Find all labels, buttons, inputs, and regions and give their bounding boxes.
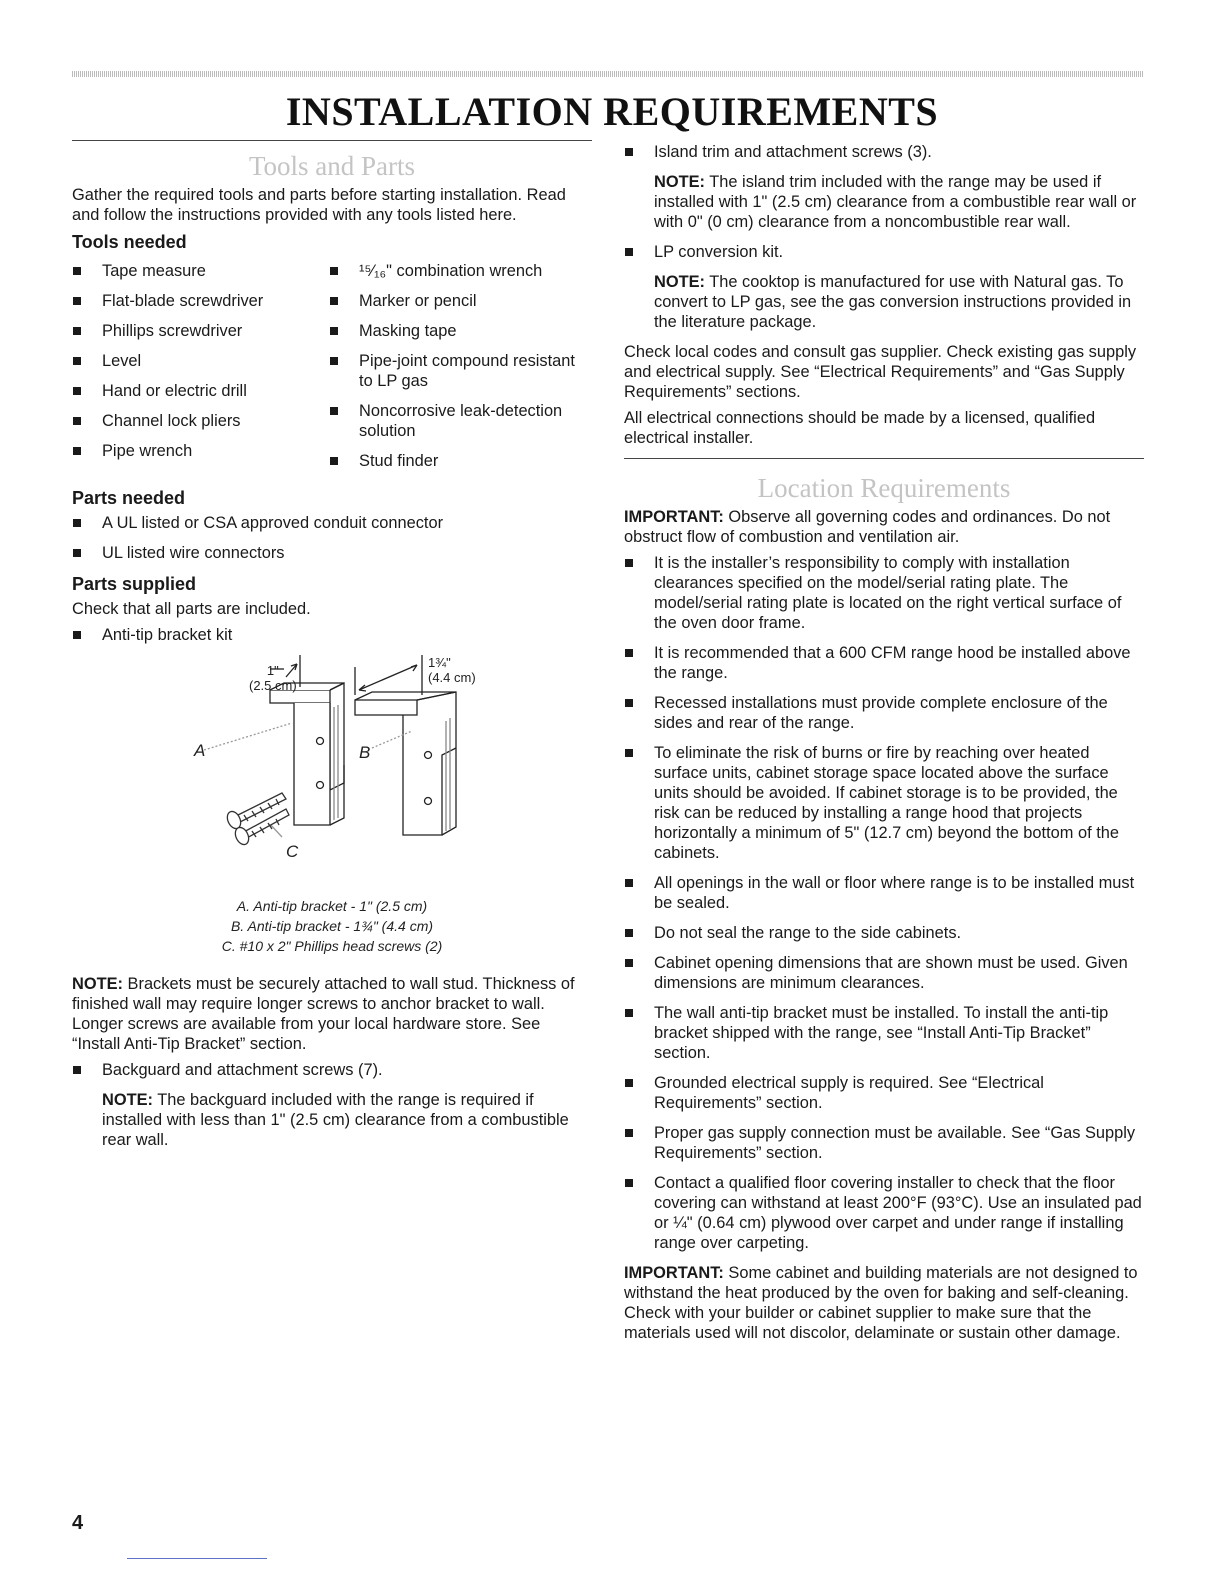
list-item: Recessed installations must provide complete enclosure of the sides and rear of the range. <box>624 693 1144 733</box>
list-item: Masking tape <box>329 321 592 341</box>
list-item: Flat-blade screwdriver <box>72 291 329 311</box>
electrical-note: All electrical connections should be made by a licensed, qualified electrical installer. <box>624 409 1096 447</box>
check-codes: Check local codes and consult gas supplier. Check existing gas supply and electrical supply. See “Electrical Requirements” and “Gas Supply Requirements” sections. <box>624 343 1137 401</box>
bracket-illustration <box>72 655 592 890</box>
list-item: It is the installer’s responsibility to comply with installation clearances specified on the model/serial rating plate. The model/serial rating plate is located on the right vertical surface of the oven door frame. <box>624 553 1144 633</box>
caption-b: B. Anti-tip bracket - 1¾" (4.4 cm) <box>230 918 434 934</box>
tools-intro: Gather the required tools and parts before starting installation. Read and follow the instructions provided with any tools listed here. <box>72 186 566 224</box>
location-list <box>624 553 1144 1253</box>
page-number: 4 <box>72 1512 84 1534</box>
list-item: Stud finder <box>329 451 592 471</box>
dim-b-label: 1¾" (4.4 cm) <box>428 655 476 685</box>
backguard-note: NOTE: The backguard included with the range is required if installed with less than 1" (2.5 cm) clearance from a combustible rear wall. <box>102 1091 569 1149</box>
section-rule <box>72 140 592 141</box>
list-item: The wall anti-tip bracket must be installed. To install the anti-tip bracket shipped with the range, see “Install Anti-Tip Bracket” section. <box>624 1003 1144 1063</box>
lp-list <box>624 242 1144 262</box>
page-title: INSTALLATION REQUIREMENTS <box>285 89 939 134</box>
parts-needed-heading: Parts needed <box>72 488 186 508</box>
label-c: C <box>286 842 299 861</box>
list-item: Pipe-joint compound resistant to LP gas <box>329 351 592 391</box>
list-item: Contact a qualified floor covering installer to check that the floor covering can withstand at least 200°F (93°C). Use an insulated pad or ¼" (0.64 cm) plywood over carpet and under range if installing range over carpeting. <box>624 1173 1144 1253</box>
parts-supplied-list <box>72 625 592 645</box>
list-item: All openings in the wall or floor where range is to be installed must be sealed. <box>624 873 1144 913</box>
caption-c: C. #10 x 2" Phillips head screws (2) <box>221 938 443 954</box>
list-item: To eliminate the risk of burns or fire by reaching over heated surface units, cabinet storage space located above the surface units should be avoided. If cabinet storage is to be provided, the risk can be reduced by installing a range hood that projects horizontally a minimum of 5" (12.7 cm) beyond the bottom of the cabinets. <box>624 743 1144 863</box>
list-item: Proper gas supply connection must be available. See “Gas Supply Requirements” section. <box>624 1123 1144 1163</box>
list-item: ¹⁵⁄₁₆" combination wrench <box>329 261 592 281</box>
label-a: A <box>194 741 206 760</box>
lp-note: NOTE: The cooktop is manufactured for use with Natural gas. To convert to LP gas, see the gas conversion instructions provided in the literature package. <box>654 273 1132 331</box>
section-rule <box>624 458 1144 459</box>
figure-captions <box>72 896 592 956</box>
list-item: Pipe wrench <box>72 441 329 461</box>
tools-grid <box>72 261 592 481</box>
left-column <box>72 140 592 1160</box>
list-item: Do not seal the range to the side cabinets. <box>624 923 1144 943</box>
list-item: UL listed wire connectors <box>72 543 592 563</box>
dim-a-label: 1" (2.5 cm) <box>249 663 297 693</box>
list-item: Backguard and attachment screws (7). <box>72 1060 592 1080</box>
island-note: NOTE: The island trim included with the range may be used if installed with 1" (2.5 cm) clearance from a combustible rear wall or with 0" (0 cm) clearance from a noncombustible rear wall. <box>654 173 1137 231</box>
tools-and-parts-heading: Tools and Parts <box>248 151 416 181</box>
tools-list-col1 <box>72 261 329 481</box>
parts-needed-list <box>72 513 592 563</box>
list-item: It is recommended that a 600 CFM range hood be installed above the range. <box>624 643 1144 683</box>
backguard-list <box>72 1060 592 1080</box>
label-b: B <box>359 743 371 762</box>
list-item: Marker or pencil <box>329 291 592 311</box>
list-item: Grounded electrical supply is required. See “Electrical Requirements” section. <box>624 1073 1144 1113</box>
list-item: Level <box>72 351 329 371</box>
list-item: Anti-tip bracket kit <box>72 625 592 645</box>
important-observe: IMPORTANT: Observe all governing codes and ordinances. Do not obstruct flow of combustion and ventilation air. <box>624 508 1111 546</box>
list-item: Phillips screwdriver <box>72 321 329 341</box>
footer-rule <box>127 1558 267 1559</box>
right-column <box>624 142 1144 1349</box>
list-item: A UL listed or CSA approved conduit connector <box>72 513 592 533</box>
tools-list-col2 <box>329 261 592 481</box>
parts-supplied-heading: Parts supplied <box>72 574 197 594</box>
bracket-note: NOTE: Brackets must be securely attached to wall stud. Thickness of finished wall may require longer screws to anchor bracket to wall. Longer screws are available from your local hardware store. See “Install Anti-Tip Bracket” section. <box>72 975 575 1053</box>
location-heading: Location Requirements <box>757 473 1011 503</box>
list-item: Island trim and attachment screws (3). <box>624 142 1144 162</box>
list-item: Hand or electric drill <box>72 381 329 401</box>
important-materials: IMPORTANT: Some cabinet and building materials are not designed to withstand the heat produced by the oven for baking and self-cleaning. Check with your builder or cabinet supplier to make sure that the materials used will not discolor, delaminate or sustain other damage. <box>624 1264 1138 1342</box>
list-item: Tape measure <box>72 261 329 281</box>
list-item: LP conversion kit. <box>624 242 1144 262</box>
top-rule <box>72 71 1144 77</box>
caption-a: A. Anti-tip bracket - 1" (2.5 cm) <box>236 898 428 914</box>
list-item: Channel lock pliers <box>72 411 329 431</box>
anti-tip-bracket-figure <box>72 655 592 890</box>
list-item: Cabinet opening dimensions that are shown must be used. Given dimensions are minimum clearances. <box>624 953 1144 993</box>
parts-supplied-intro: Check that all parts are included. <box>72 600 311 618</box>
list-item: Noncorrosive leak-detection solution <box>329 401 592 441</box>
island-list <box>624 142 1144 162</box>
tools-needed-heading: Tools needed <box>72 232 187 252</box>
